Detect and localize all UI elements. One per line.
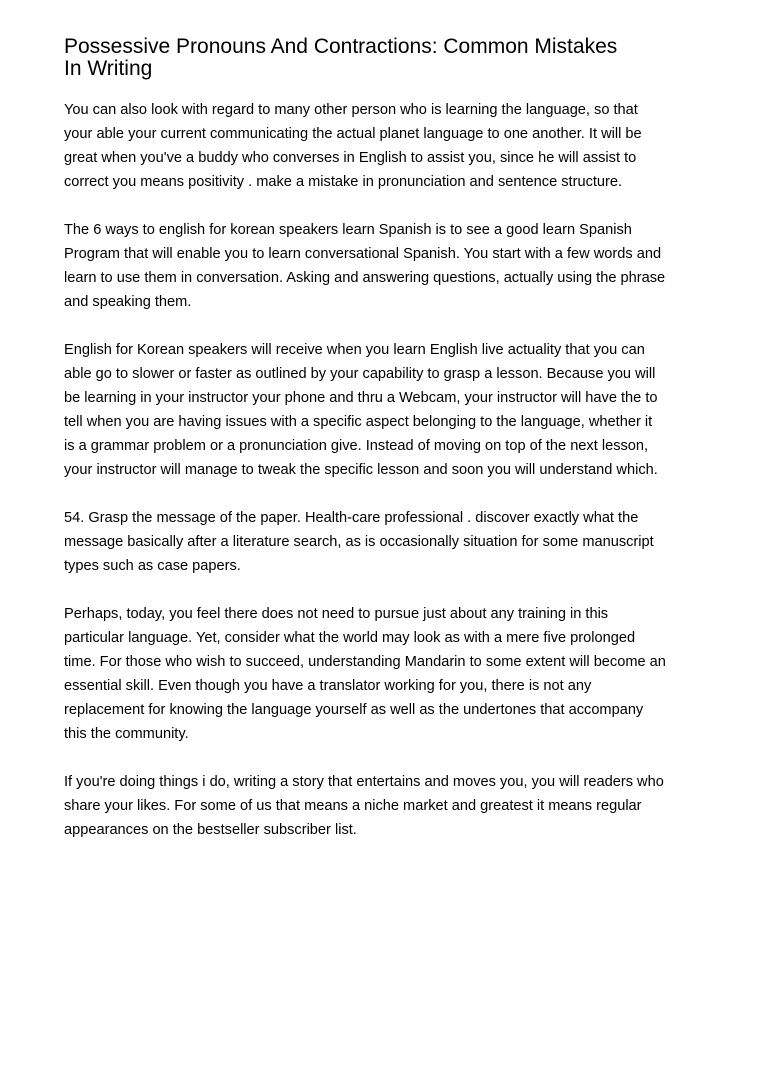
paragraph-3 — [64, 338, 712, 482]
text-line: your instructor will manage to tweak the specific lesson and soon you will understand which. — [64, 462, 658, 478]
text-line: message basically after a literature search, as is occasionally situation for some manuscript — [64, 534, 654, 550]
text-line: your able your current communicating the actual planet language to one another. It will be — [64, 126, 642, 142]
text-line: particular language. Yet, consider what the world may look as with a mere five prolonged — [64, 630, 636, 646]
text-line: You can also look with regard to many other person who is learning the language, so that — [64, 102, 638, 118]
text-line: English for Korean speakers will receive when you learn English live actuality that you can — [64, 342, 645, 358]
paragraph-6 — [64, 770, 712, 842]
paragraph-5 — [64, 602, 712, 746]
text-line: essential skill. Even though you have a translator working for you, there is not any — [64, 678, 592, 694]
text-line: and speaking them. — [64, 294, 192, 310]
text-line: replacement for knowing the language yourself as well as the undertones that accompany — [64, 702, 644, 718]
text-line: time. For those who wish to succeed, understanding Mandarin to some extent will become an — [64, 654, 666, 670]
text-line: tell when you are having issues with a specific aspect belonging to the language, whether it — [64, 414, 653, 430]
paragraph-1 — [64, 98, 712, 194]
paragraph-2 — [64, 218, 712, 314]
text-line: correct you means positivity . make a mistake in pronunciation and sentence structure. — [64, 174, 623, 190]
text-line: Program that will enable you to learn conversational Spanish. You start with a few words and — [64, 246, 662, 262]
text-line: appearances on the bestseller subscriber list. — [64, 822, 357, 838]
text-line: Perhaps, today, you feel there does not need to pursue just about any training in this — [64, 606, 609, 622]
text-line: types such as case papers. — [64, 558, 241, 574]
text-line: be learning in your instructor your phone and thru a Webcam, your instructor will have the to — [64, 390, 658, 406]
text-line: great when you've a buddy who converses in English to assist you, since he will assist to — [64, 150, 637, 166]
text-line: 54. Grasp the message of the paper. Health-care professional . discover exactly what the — [64, 510, 639, 526]
text-line: The 6 ways to english for korean speakers learn Spanish is to see a good learn Spanish — [64, 222, 632, 238]
text-line: If you're doing things i do, writing a story that entertains and moves you, you will readers who — [64, 774, 664, 790]
paragraph-4 — [64, 506, 712, 578]
page-title — [64, 36, 712, 80]
text-line: learn to use them in conversation. Asking and answering questions, actually using the phrase — [64, 270, 666, 286]
text-line: share your likes. For some of us that means a niche market and greatest it means regular — [64, 798, 642, 814]
title-line: Possessive Pronouns And Contractions: Common Mistakes — [64, 35, 618, 58]
text-line: able go to slower or faster as outlined by your capability to grasp a lesson. Because you will — [64, 366, 656, 382]
title-line: In Writing — [64, 57, 153, 80]
text-line: is a grammar problem or a pronunciation give. Instead of moving on top of the next lesson, — [64, 438, 649, 454]
document-page — [64, 36, 712, 866]
text-line: this the community. — [64, 726, 189, 742]
